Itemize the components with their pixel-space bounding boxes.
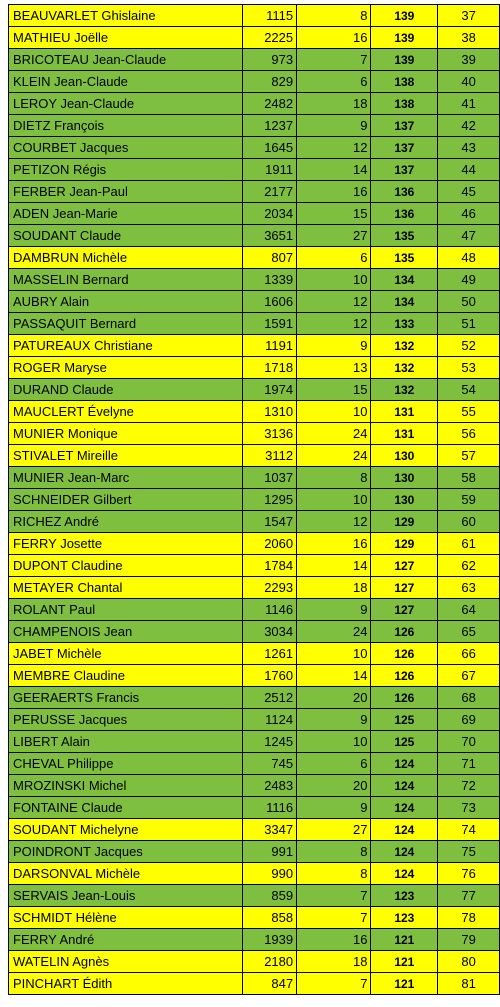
rank-number: 43 bbox=[438, 137, 500, 159]
table-row bbox=[9, 335, 500, 357]
table-row bbox=[9, 423, 500, 445]
games-count: 6 bbox=[297, 71, 371, 93]
table-row bbox=[9, 687, 500, 709]
player-name: MASSELIN Bernard bbox=[9, 269, 243, 291]
player-name: STIVALET Mireille bbox=[9, 445, 243, 467]
rank-number: 78 bbox=[438, 907, 500, 929]
total-points: 1245 bbox=[242, 731, 296, 753]
total-points: 3136 bbox=[242, 423, 296, 445]
total-points: 1146 bbox=[242, 599, 296, 621]
rank-number: 76 bbox=[438, 863, 500, 885]
average-score: 135 bbox=[371, 247, 438, 269]
player-name: MROZINSKI Michel bbox=[9, 775, 243, 797]
rank-number: 74 bbox=[438, 819, 500, 841]
games-count: 7 bbox=[297, 907, 371, 929]
player-name: FONTAINE Claude bbox=[9, 797, 243, 819]
table-row bbox=[9, 621, 500, 643]
rank-number: 40 bbox=[438, 71, 500, 93]
rank-number: 69 bbox=[438, 709, 500, 731]
total-points: 1974 bbox=[242, 379, 296, 401]
player-name: DUPONT Claudine bbox=[9, 555, 243, 577]
table-row bbox=[9, 841, 500, 863]
total-points: 1547 bbox=[242, 511, 296, 533]
player-name: RICHEZ André bbox=[9, 511, 243, 533]
rank-number: 52 bbox=[438, 335, 500, 357]
total-points: 829 bbox=[242, 71, 296, 93]
total-points: 1591 bbox=[242, 313, 296, 335]
player-name: METAYER Chantal bbox=[9, 577, 243, 599]
rank-number: 53 bbox=[438, 357, 500, 379]
games-count: 24 bbox=[297, 445, 371, 467]
games-count: 18 bbox=[297, 577, 371, 599]
average-score: 131 bbox=[371, 423, 438, 445]
player-name: BRICOTEAU Jean-Claude bbox=[9, 49, 243, 71]
ranking-table-body bbox=[9, 5, 500, 995]
table-row bbox=[9, 115, 500, 137]
average-score: 121 bbox=[371, 973, 438, 995]
table-row bbox=[9, 203, 500, 225]
total-points: 858 bbox=[242, 907, 296, 929]
games-count: 18 bbox=[297, 951, 371, 973]
table-row bbox=[9, 731, 500, 753]
average-score: 127 bbox=[371, 555, 438, 577]
total-points: 2293 bbox=[242, 577, 296, 599]
games-count: 16 bbox=[297, 929, 371, 951]
total-points: 3034 bbox=[242, 621, 296, 643]
rank-number: 75 bbox=[438, 841, 500, 863]
rank-number: 64 bbox=[438, 599, 500, 621]
games-count: 9 bbox=[297, 599, 371, 621]
rank-number: 49 bbox=[438, 269, 500, 291]
player-name: PATUREAUX Christiane bbox=[9, 335, 243, 357]
average-score: 133 bbox=[371, 313, 438, 335]
table-row bbox=[9, 269, 500, 291]
rank-number: 54 bbox=[438, 379, 500, 401]
average-score: 132 bbox=[371, 335, 438, 357]
table-row bbox=[9, 599, 500, 621]
total-points: 990 bbox=[242, 863, 296, 885]
games-count: 12 bbox=[297, 291, 371, 313]
rank-number: 59 bbox=[438, 489, 500, 511]
average-score: 123 bbox=[371, 885, 438, 907]
games-count: 6 bbox=[297, 753, 371, 775]
average-score: 139 bbox=[371, 49, 438, 71]
player-name: DARSONVAL Michèle bbox=[9, 863, 243, 885]
player-name: FERRY Josette bbox=[9, 533, 243, 555]
table-row bbox=[9, 137, 500, 159]
average-score: 132 bbox=[371, 357, 438, 379]
total-points: 2060 bbox=[242, 533, 296, 555]
average-score: 125 bbox=[371, 709, 438, 731]
average-score: 123 bbox=[371, 907, 438, 929]
games-count: 7 bbox=[297, 973, 371, 995]
average-score: 137 bbox=[371, 159, 438, 181]
rank-number: 77 bbox=[438, 885, 500, 907]
table-row bbox=[9, 225, 500, 247]
games-count: 12 bbox=[297, 313, 371, 335]
player-name: SOUDANT Michelyne bbox=[9, 819, 243, 841]
games-count: 7 bbox=[297, 49, 371, 71]
games-count: 9 bbox=[297, 335, 371, 357]
table-row bbox=[9, 907, 500, 929]
total-points: 1115 bbox=[242, 5, 296, 27]
table-row bbox=[9, 27, 500, 49]
total-points: 2034 bbox=[242, 203, 296, 225]
player-name: COURBET Jacques bbox=[9, 137, 243, 159]
player-name: SCHNEIDER Gilbert bbox=[9, 489, 243, 511]
table-row bbox=[9, 753, 500, 775]
games-count: 9 bbox=[297, 709, 371, 731]
rank-number: 51 bbox=[438, 313, 500, 335]
average-score: 130 bbox=[371, 489, 438, 511]
table-row bbox=[9, 929, 500, 951]
table-row bbox=[9, 489, 500, 511]
table-row bbox=[9, 401, 500, 423]
games-count: 27 bbox=[297, 819, 371, 841]
games-count: 10 bbox=[297, 401, 371, 423]
average-score: 138 bbox=[371, 93, 438, 115]
player-name: ROLANT Paul bbox=[9, 599, 243, 621]
average-score: 134 bbox=[371, 269, 438, 291]
table-row bbox=[9, 973, 500, 995]
games-count: 10 bbox=[297, 731, 371, 753]
total-points: 1261 bbox=[242, 643, 296, 665]
games-count: 14 bbox=[297, 555, 371, 577]
average-score: 121 bbox=[371, 951, 438, 973]
games-count: 8 bbox=[297, 5, 371, 27]
rank-number: 47 bbox=[438, 225, 500, 247]
games-count: 10 bbox=[297, 269, 371, 291]
player-name: DIETZ François bbox=[9, 115, 243, 137]
player-name: DURAND Claude bbox=[9, 379, 243, 401]
table-row bbox=[9, 313, 500, 335]
rank-number: 48 bbox=[438, 247, 500, 269]
rank-number: 45 bbox=[438, 181, 500, 203]
total-points: 1645 bbox=[242, 137, 296, 159]
rank-number: 50 bbox=[438, 291, 500, 313]
average-score: 124 bbox=[371, 819, 438, 841]
rank-number: 57 bbox=[438, 445, 500, 467]
rank-number: 44 bbox=[438, 159, 500, 181]
rank-number: 67 bbox=[438, 665, 500, 687]
total-points: 1760 bbox=[242, 665, 296, 687]
table-row bbox=[9, 93, 500, 115]
rank-number: 80 bbox=[438, 951, 500, 973]
table-row bbox=[9, 951, 500, 973]
table-row bbox=[9, 577, 500, 599]
average-score: 136 bbox=[371, 181, 438, 203]
total-points: 1116 bbox=[242, 797, 296, 819]
rank-number: 55 bbox=[438, 401, 500, 423]
average-score: 126 bbox=[371, 621, 438, 643]
rank-number: 71 bbox=[438, 753, 500, 775]
average-score: 124 bbox=[371, 863, 438, 885]
rank-number: 61 bbox=[438, 533, 500, 555]
rank-number: 70 bbox=[438, 731, 500, 753]
player-name: PERUSSE Jacques bbox=[9, 709, 243, 731]
total-points: 3651 bbox=[242, 225, 296, 247]
average-score: 137 bbox=[371, 137, 438, 159]
rank-number: 65 bbox=[438, 621, 500, 643]
games-count: 15 bbox=[297, 379, 371, 401]
total-points: 859 bbox=[242, 885, 296, 907]
total-points: 991 bbox=[242, 841, 296, 863]
player-name: GEERAERTS Francis bbox=[9, 687, 243, 709]
average-score: 137 bbox=[371, 115, 438, 137]
player-name: PETIZON Régis bbox=[9, 159, 243, 181]
total-points: 1037 bbox=[242, 467, 296, 489]
table-row bbox=[9, 863, 500, 885]
player-name: ADEN Jean-Marie bbox=[9, 203, 243, 225]
games-count: 9 bbox=[297, 797, 371, 819]
total-points: 1124 bbox=[242, 709, 296, 731]
player-name: JABET Michèle bbox=[9, 643, 243, 665]
player-name: LIBERT Alain bbox=[9, 731, 243, 753]
average-score: 126 bbox=[371, 665, 438, 687]
rank-number: 63 bbox=[438, 577, 500, 599]
player-name: POINDRONT Jacques bbox=[9, 841, 243, 863]
total-points: 1939 bbox=[242, 929, 296, 951]
table-row bbox=[9, 709, 500, 731]
rank-number: 56 bbox=[438, 423, 500, 445]
games-count: 18 bbox=[297, 93, 371, 115]
table-row bbox=[9, 643, 500, 665]
games-count: 7 bbox=[297, 885, 371, 907]
player-name: KLEIN Jean-Claude bbox=[9, 71, 243, 93]
games-count: 15 bbox=[297, 203, 371, 225]
table-row bbox=[9, 819, 500, 841]
games-count: 8 bbox=[297, 467, 371, 489]
player-name: DAMBRUN Michèle bbox=[9, 247, 243, 269]
table-row bbox=[9, 49, 500, 71]
average-score: 124 bbox=[371, 841, 438, 863]
average-score: 124 bbox=[371, 775, 438, 797]
total-points: 807 bbox=[242, 247, 296, 269]
average-score: 121 bbox=[371, 929, 438, 951]
average-score: 124 bbox=[371, 797, 438, 819]
player-name: PINCHART Édith bbox=[9, 973, 243, 995]
player-name: WATELIN Agnès bbox=[9, 951, 243, 973]
player-name: CHAMPENOIS Jean bbox=[9, 621, 243, 643]
rank-number: 42 bbox=[438, 115, 500, 137]
rank-number: 46 bbox=[438, 203, 500, 225]
average-score: 135 bbox=[371, 225, 438, 247]
games-count: 9 bbox=[297, 115, 371, 137]
player-name: SERVAIS Jean-Louis bbox=[9, 885, 243, 907]
total-points: 1310 bbox=[242, 401, 296, 423]
games-count: 20 bbox=[297, 775, 371, 797]
games-count: 14 bbox=[297, 159, 371, 181]
total-points: 745 bbox=[242, 753, 296, 775]
average-score: 127 bbox=[371, 599, 438, 621]
average-score: 129 bbox=[371, 533, 438, 555]
table-row bbox=[9, 181, 500, 203]
rank-number: 37 bbox=[438, 5, 500, 27]
total-points: 2512 bbox=[242, 687, 296, 709]
player-name: AUBRY Alain bbox=[9, 291, 243, 313]
rank-number: 68 bbox=[438, 687, 500, 709]
average-score: 126 bbox=[371, 687, 438, 709]
rank-number: 66 bbox=[438, 643, 500, 665]
rank-number: 72 bbox=[438, 775, 500, 797]
total-points: 1339 bbox=[242, 269, 296, 291]
table-row bbox=[9, 775, 500, 797]
player-name: FERRY André bbox=[9, 929, 243, 951]
rank-number: 81 bbox=[438, 973, 500, 995]
average-score: 138 bbox=[371, 71, 438, 93]
average-score: 130 bbox=[371, 467, 438, 489]
rank-number: 62 bbox=[438, 555, 500, 577]
player-name: ROGER Maryse bbox=[9, 357, 243, 379]
total-points: 1295 bbox=[242, 489, 296, 511]
games-count: 8 bbox=[297, 841, 371, 863]
table-row bbox=[9, 5, 500, 27]
table-row bbox=[9, 467, 500, 489]
total-points: 2225 bbox=[242, 27, 296, 49]
total-points: 1911 bbox=[242, 159, 296, 181]
total-points: 2482 bbox=[242, 93, 296, 115]
games-count: 16 bbox=[297, 27, 371, 49]
rank-number: 73 bbox=[438, 797, 500, 819]
table-row bbox=[9, 291, 500, 313]
average-score: 139 bbox=[371, 27, 438, 49]
games-count: 24 bbox=[297, 621, 371, 643]
rank-number: 60 bbox=[438, 511, 500, 533]
rank-number: 79 bbox=[438, 929, 500, 951]
ranking-table bbox=[8, 4, 500, 995]
table-row bbox=[9, 159, 500, 181]
games-count: 20 bbox=[297, 687, 371, 709]
average-score: 125 bbox=[371, 731, 438, 753]
total-points: 2483 bbox=[242, 775, 296, 797]
average-score: 129 bbox=[371, 511, 438, 533]
total-points: 1784 bbox=[242, 555, 296, 577]
table-row bbox=[9, 665, 500, 687]
total-points: 1606 bbox=[242, 291, 296, 313]
total-points: 2177 bbox=[242, 181, 296, 203]
average-score: 132 bbox=[371, 379, 438, 401]
table-row bbox=[9, 247, 500, 269]
total-points: 847 bbox=[242, 973, 296, 995]
player-name: MEMBRE Claudine bbox=[9, 665, 243, 687]
games-count: 27 bbox=[297, 225, 371, 247]
player-name: MATHIEU Joëlle bbox=[9, 27, 243, 49]
average-score: 136 bbox=[371, 203, 438, 225]
rank-number: 39 bbox=[438, 49, 500, 71]
average-score: 131 bbox=[371, 401, 438, 423]
average-score: 127 bbox=[371, 577, 438, 599]
player-name: MUNIER Monique bbox=[9, 423, 243, 445]
total-points: 2180 bbox=[242, 951, 296, 973]
average-score: 124 bbox=[371, 753, 438, 775]
total-points: 1718 bbox=[242, 357, 296, 379]
games-count: 12 bbox=[297, 137, 371, 159]
average-score: 139 bbox=[371, 5, 438, 27]
games-count: 10 bbox=[297, 489, 371, 511]
player-name: CHEVAL Philippe bbox=[9, 753, 243, 775]
table-row bbox=[9, 71, 500, 93]
table-row bbox=[9, 357, 500, 379]
rank-number: 38 bbox=[438, 27, 500, 49]
games-count: 13 bbox=[297, 357, 371, 379]
average-score: 126 bbox=[371, 643, 438, 665]
player-name: MAUCLERT Évelyne bbox=[9, 401, 243, 423]
rank-number: 58 bbox=[438, 467, 500, 489]
table-row bbox=[9, 511, 500, 533]
total-points: 973 bbox=[242, 49, 296, 71]
total-points: 1237 bbox=[242, 115, 296, 137]
player-name: BEAUVARLET Ghislaine bbox=[9, 5, 243, 27]
games-count: 10 bbox=[297, 643, 371, 665]
table-row bbox=[9, 379, 500, 401]
table-row bbox=[9, 555, 500, 577]
games-count: 16 bbox=[297, 533, 371, 555]
games-count: 24 bbox=[297, 423, 371, 445]
games-count: 16 bbox=[297, 181, 371, 203]
games-count: 14 bbox=[297, 665, 371, 687]
rank-number: 41 bbox=[438, 93, 500, 115]
table-row bbox=[9, 885, 500, 907]
total-points: 3347 bbox=[242, 819, 296, 841]
table-row bbox=[9, 797, 500, 819]
games-count: 8 bbox=[297, 863, 371, 885]
total-points: 1191 bbox=[242, 335, 296, 357]
table-row bbox=[9, 533, 500, 555]
average-score: 134 bbox=[371, 291, 438, 313]
table-row bbox=[9, 445, 500, 467]
total-points: 3112 bbox=[242, 445, 296, 467]
player-name: SOUDANT Claude bbox=[9, 225, 243, 247]
player-name: PASSAQUIT Bernard bbox=[9, 313, 243, 335]
player-name: MUNIER Jean-Marc bbox=[9, 467, 243, 489]
games-count: 6 bbox=[297, 247, 371, 269]
games-count: 12 bbox=[297, 511, 371, 533]
player-name: FERBER Jean-Paul bbox=[9, 181, 243, 203]
player-name: LEROY Jean-Claude bbox=[9, 93, 243, 115]
player-name: SCHMIDT Hélène bbox=[9, 907, 243, 929]
average-score: 130 bbox=[371, 445, 438, 467]
